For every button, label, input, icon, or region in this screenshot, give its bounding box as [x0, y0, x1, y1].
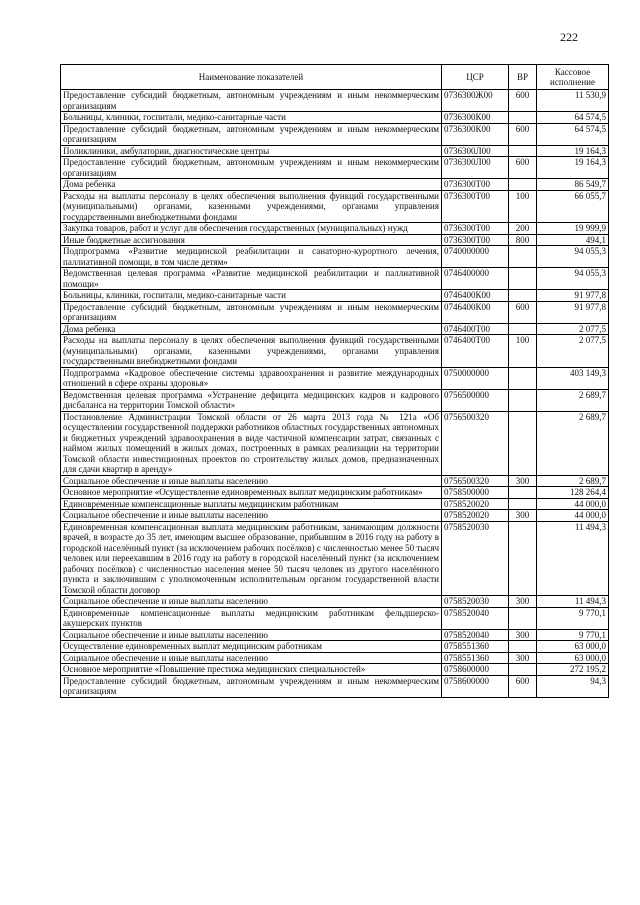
row-vr-cell — [509, 246, 537, 268]
row-csr-cell: 0736300К00 — [442, 123, 509, 145]
row-sum-cell: 11 494,3 — [537, 596, 609, 608]
row-name-cell: Постановление Администрации Томской области от 26 марта 2013 года № 121а «Об осуществлении государственной поддержки работников областных государственных автономных и бюджетных учреждений здравоохранения в виде частичной компенсации затрат, связанных с наймом жилых помещений в жилых домах, построенных в рамках реализации на территории Томской области инвестиционных проектов по строительству жилых домов, предназначенных для сдачи квартир в аренду» — [61, 411, 442, 475]
row-name-cell: Единовременные компенсационные выплаты медицинским работникам — [61, 498, 442, 510]
row-name-cell: Больницы, клиники, госпитали, медико-санитарные части — [61, 112, 442, 124]
table-row — [61, 510, 609, 522]
table-row — [61, 112, 609, 124]
table-row — [61, 641, 609, 653]
table-row — [61, 607, 609, 629]
row-csr-cell: 0758551360 — [442, 641, 509, 653]
row-vr-cell — [509, 498, 537, 510]
row-name-cell: Социальное обеспечение и иные выплаты населению — [61, 629, 442, 641]
table-row — [61, 475, 609, 487]
row-sum-cell: 9 770,1 — [537, 629, 609, 641]
row-name-cell: Предоставление субсидий бюджетным, автономным учреждениям и иным некоммерческим организациям — [61, 301, 442, 323]
row-vr-cell: 600 — [509, 301, 537, 323]
row-csr-cell: 0736300Т00 — [442, 179, 509, 191]
table-row — [61, 268, 609, 290]
row-csr-cell: 0758520020 — [442, 498, 509, 510]
row-name-cell: Основное мероприятие «Осуществление единовременных выплат медицинским работникам» — [61, 487, 442, 499]
row-sum-cell: 128 264,4 — [537, 487, 609, 499]
row-vr-cell: 600 — [509, 123, 537, 145]
row-sum-cell: 64 574,5 — [537, 123, 609, 145]
row-csr-cell: 0746400К00 — [442, 301, 509, 323]
row-csr-cell: 0758520030 — [442, 521, 509, 596]
row-sum-cell: 403 149,3 — [537, 367, 609, 389]
row-name-cell: Основное мероприятие «Повышение престижа медицинских специальностей» — [61, 664, 442, 676]
row-sum-cell: 94,3 — [537, 675, 609, 697]
row-sum-cell: 494,1 — [537, 234, 609, 246]
row-name-cell: Предоставление субсидий бюджетным, автономным учреждениям и иным некоммерческим организациям — [61, 90, 442, 112]
row-sum-cell: 19 999,9 — [537, 223, 609, 235]
row-vr-cell — [509, 290, 537, 302]
row-sum-cell: 19 164,3 — [537, 145, 609, 157]
table-body — [61, 90, 609, 698]
row-csr-cell: 0758520020 — [442, 510, 509, 522]
table-row — [61, 323, 609, 335]
row-sum-cell: 2 689,7 — [537, 411, 609, 475]
table-row — [61, 487, 609, 499]
table-row — [61, 596, 609, 608]
table-row — [61, 179, 609, 191]
table-row — [61, 234, 609, 246]
row-csr-cell: 0746400Т00 — [442, 323, 509, 335]
row-csr-cell: 0758520040 — [442, 607, 509, 629]
row-csr-cell: 0758600000 — [442, 664, 509, 676]
row-csr-cell: 0740000000 — [442, 246, 509, 268]
header-csr: ЦСР — [442, 65, 509, 90]
row-vr-cell — [509, 268, 537, 290]
row-csr-cell: 0756500320 — [442, 475, 509, 487]
row-vr-cell: 300 — [509, 596, 537, 608]
row-name-cell: Предоставление субсидий бюджетным, автономным учреждениям и иным некоммерческим организациям — [61, 123, 442, 145]
row-name-cell: Дома ребенка — [61, 179, 442, 191]
row-sum-cell: 19 164,3 — [537, 157, 609, 179]
row-csr-cell: 0736300Ж00 — [442, 90, 509, 112]
row-csr-cell: 0750000000 — [442, 367, 509, 389]
row-name-cell: Социальное обеспечение и иные выплаты населению — [61, 652, 442, 664]
table-row — [61, 145, 609, 157]
row-vr-cell — [509, 323, 537, 335]
row-sum-cell: 9 770,1 — [537, 607, 609, 629]
row-name-cell: Социальное обеспечение и иные выплаты населению — [61, 475, 442, 487]
row-vr-cell — [509, 521, 537, 596]
table-row — [61, 675, 609, 697]
row-vr-cell — [509, 411, 537, 475]
row-csr-cell: 0736300Л00 — [442, 145, 509, 157]
row-vr-cell — [509, 487, 537, 499]
table-row — [61, 664, 609, 676]
table-row — [61, 123, 609, 145]
header-vr: ВР — [509, 65, 537, 90]
row-csr-cell: 0736300Т00 — [442, 190, 509, 223]
row-sum-cell: 2 689,7 — [537, 475, 609, 487]
table-row — [61, 335, 609, 368]
header-name: Наименование показателей — [61, 65, 442, 90]
table-row — [61, 190, 609, 223]
row-sum-cell: 11 494,3 — [537, 521, 609, 596]
row-vr-cell: 300 — [509, 510, 537, 522]
row-name-cell: Предоставление субсидий бюджетным, автономным учреждениям и иным некоммерческим организациям — [61, 157, 442, 179]
row-sum-cell: 63 000,0 — [537, 641, 609, 653]
table-row — [61, 301, 609, 323]
row-vr-cell: 200 — [509, 223, 537, 235]
row-name-cell: Расходы на выплаты персоналу в целях обеспечения выполнения функций государственными (муниципальными) органами, казенными учреждениями, органами управления государственными внебюджетными фондами — [61, 335, 442, 368]
row-sum-cell: 2 077,5 — [537, 323, 609, 335]
row-csr-cell: 0758500000 — [442, 487, 509, 499]
row-name-cell: Единовременные компенсационные выплаты медицинским работникам фельдшерско-акушерских пунктов — [61, 607, 442, 629]
row-sum-cell: 44 000,0 — [537, 498, 609, 510]
row-name-cell: Единовременная компенсационная выплата медицинским работникам, занимающим должности врачей, в возрасте до 35 лет, имеющим высшее образование, прибывшим в 2016 году на работу в городской населённый пункт (за исключением рабочих посёлков) с численностью менее 50 тысяч человек или переехавшим в 2016 году на работу в городской населённый пункт (за исключением рабочих посёлков) с численностью населения менее 50 тысяч человек из другого населённого пункта и заключившим с уполномоченным исполнительным органом государственной власти Томской области договор — [61, 521, 442, 596]
row-vr-cell — [509, 367, 537, 389]
row-name-cell: Социальное обеспечение и иные выплаты населению — [61, 596, 442, 608]
row-sum-cell: 94 055,3 — [537, 246, 609, 268]
row-name-cell: Поликлиники, амбулатории, диагностические центры — [61, 145, 442, 157]
row-csr-cell: 0736300Л00 — [442, 157, 509, 179]
row-sum-cell: 94 055,3 — [537, 268, 609, 290]
row-csr-cell: 0756500000 — [442, 389, 509, 411]
table-row — [61, 389, 609, 411]
table-row — [61, 90, 609, 112]
row-name-cell: Больницы, клиники, госпитали, медико-санитарные части — [61, 290, 442, 302]
row-vr-cell: 300 — [509, 652, 537, 664]
row-vr-cell — [509, 179, 537, 191]
row-sum-cell: 2 689,7 — [537, 389, 609, 411]
row-sum-cell: 11 530,9 — [537, 90, 609, 112]
row-sum-cell: 91 977,8 — [537, 290, 609, 302]
row-csr-cell: 0758600000 — [442, 675, 509, 697]
row-vr-cell — [509, 641, 537, 653]
table-row — [61, 223, 609, 235]
row-sum-cell: 86 549,7 — [537, 179, 609, 191]
row-csr-cell: 0736300К00 — [442, 112, 509, 124]
row-sum-cell: 66 055,7 — [537, 190, 609, 223]
row-vr-cell: 100 — [509, 335, 537, 368]
row-sum-cell: 63 000,0 — [537, 652, 609, 664]
row-vr-cell — [509, 112, 537, 124]
row-csr-cell: 0736300Т00 — [442, 234, 509, 246]
row-sum-cell: 64 574,5 — [537, 112, 609, 124]
row-name-cell: Ведомственная целевая программа «Развитие медицинской реабилитации и паллиативной помощи» — [61, 268, 442, 290]
table-row — [61, 411, 609, 475]
row-vr-cell — [509, 664, 537, 676]
row-vr-cell: 100 — [509, 190, 537, 223]
row-vr-cell: 600 — [509, 157, 537, 179]
table-row — [61, 246, 609, 268]
row-name-cell: Подпрограмма «Развитие медицинской реабилитации и санаторно-курортного лечения, паллиативной помощи, в том числе детям» — [61, 246, 442, 268]
row-vr-cell: 300 — [509, 475, 537, 487]
budget-execution-table — [60, 64, 609, 698]
row-csr-cell: 0756500320 — [442, 411, 509, 475]
table-row — [61, 290, 609, 302]
row-vr-cell: 300 — [509, 629, 537, 641]
row-csr-cell: 0746400К00 — [442, 290, 509, 302]
row-sum-cell: 272 195,2 — [537, 664, 609, 676]
row-name-cell: Дома ребенка — [61, 323, 442, 335]
row-sum-cell: 44 000,0 — [537, 510, 609, 522]
row-csr-cell: 0746400000 — [442, 268, 509, 290]
table-row — [61, 629, 609, 641]
row-vr-cell: 600 — [509, 90, 537, 112]
table-row — [61, 157, 609, 179]
table-row — [61, 367, 609, 389]
row-csr-cell: 0758520040 — [442, 629, 509, 641]
header-sum: Кассовое исполнение — [537, 65, 609, 90]
row-vr-cell: 800 — [509, 234, 537, 246]
row-sum-cell: 91 977,8 — [537, 301, 609, 323]
row-vr-cell — [509, 389, 537, 411]
table-header-row — [61, 65, 609, 90]
page-number: 222 — [560, 30, 578, 44]
row-csr-cell: 0736300Т00 — [442, 223, 509, 235]
table-row — [61, 652, 609, 664]
row-csr-cell: 0758520030 — [442, 596, 509, 608]
row-name-cell: Подпрограмма «Кадровое обеспечение системы здравоохранения и развитие международных отношений в сфере охраны здоровья» — [61, 367, 442, 389]
table-row — [61, 498, 609, 510]
row-name-cell: Иные бюджетные ассигнования — [61, 234, 442, 246]
row-name-cell: Социальное обеспечение и иные выплаты населению — [61, 510, 442, 522]
row-name-cell: Расходы на выплаты персоналу в целях обеспечения выполнения функций государственными (муниципальными) органами, казенными учреждениями, органами управления государственными внебюджетными фондами — [61, 190, 442, 223]
row-vr-cell — [509, 607, 537, 629]
row-vr-cell — [509, 145, 537, 157]
row-name-cell: Закупка товаров, работ и услуг для обеспечения государственных (муниципальных) нужд — [61, 223, 442, 235]
table-row — [61, 521, 609, 596]
row-name-cell: Предоставление субсидий бюджетным, автономным учреждениям и иным некоммерческим организациям — [61, 675, 442, 697]
row-name-cell: Осуществление единовременных выплат медицинским работникам — [61, 641, 442, 653]
row-vr-cell: 600 — [509, 675, 537, 697]
row-name-cell: Ведомственная целевая программа «Устранение дефицита медицинских кадров и кадрового дисбаланса на территории Томской области» — [61, 389, 442, 411]
row-csr-cell: 0758551360 — [442, 652, 509, 664]
row-csr-cell: 0746400Т00 — [442, 335, 509, 368]
row-sum-cell: 2 077,5 — [537, 335, 609, 368]
